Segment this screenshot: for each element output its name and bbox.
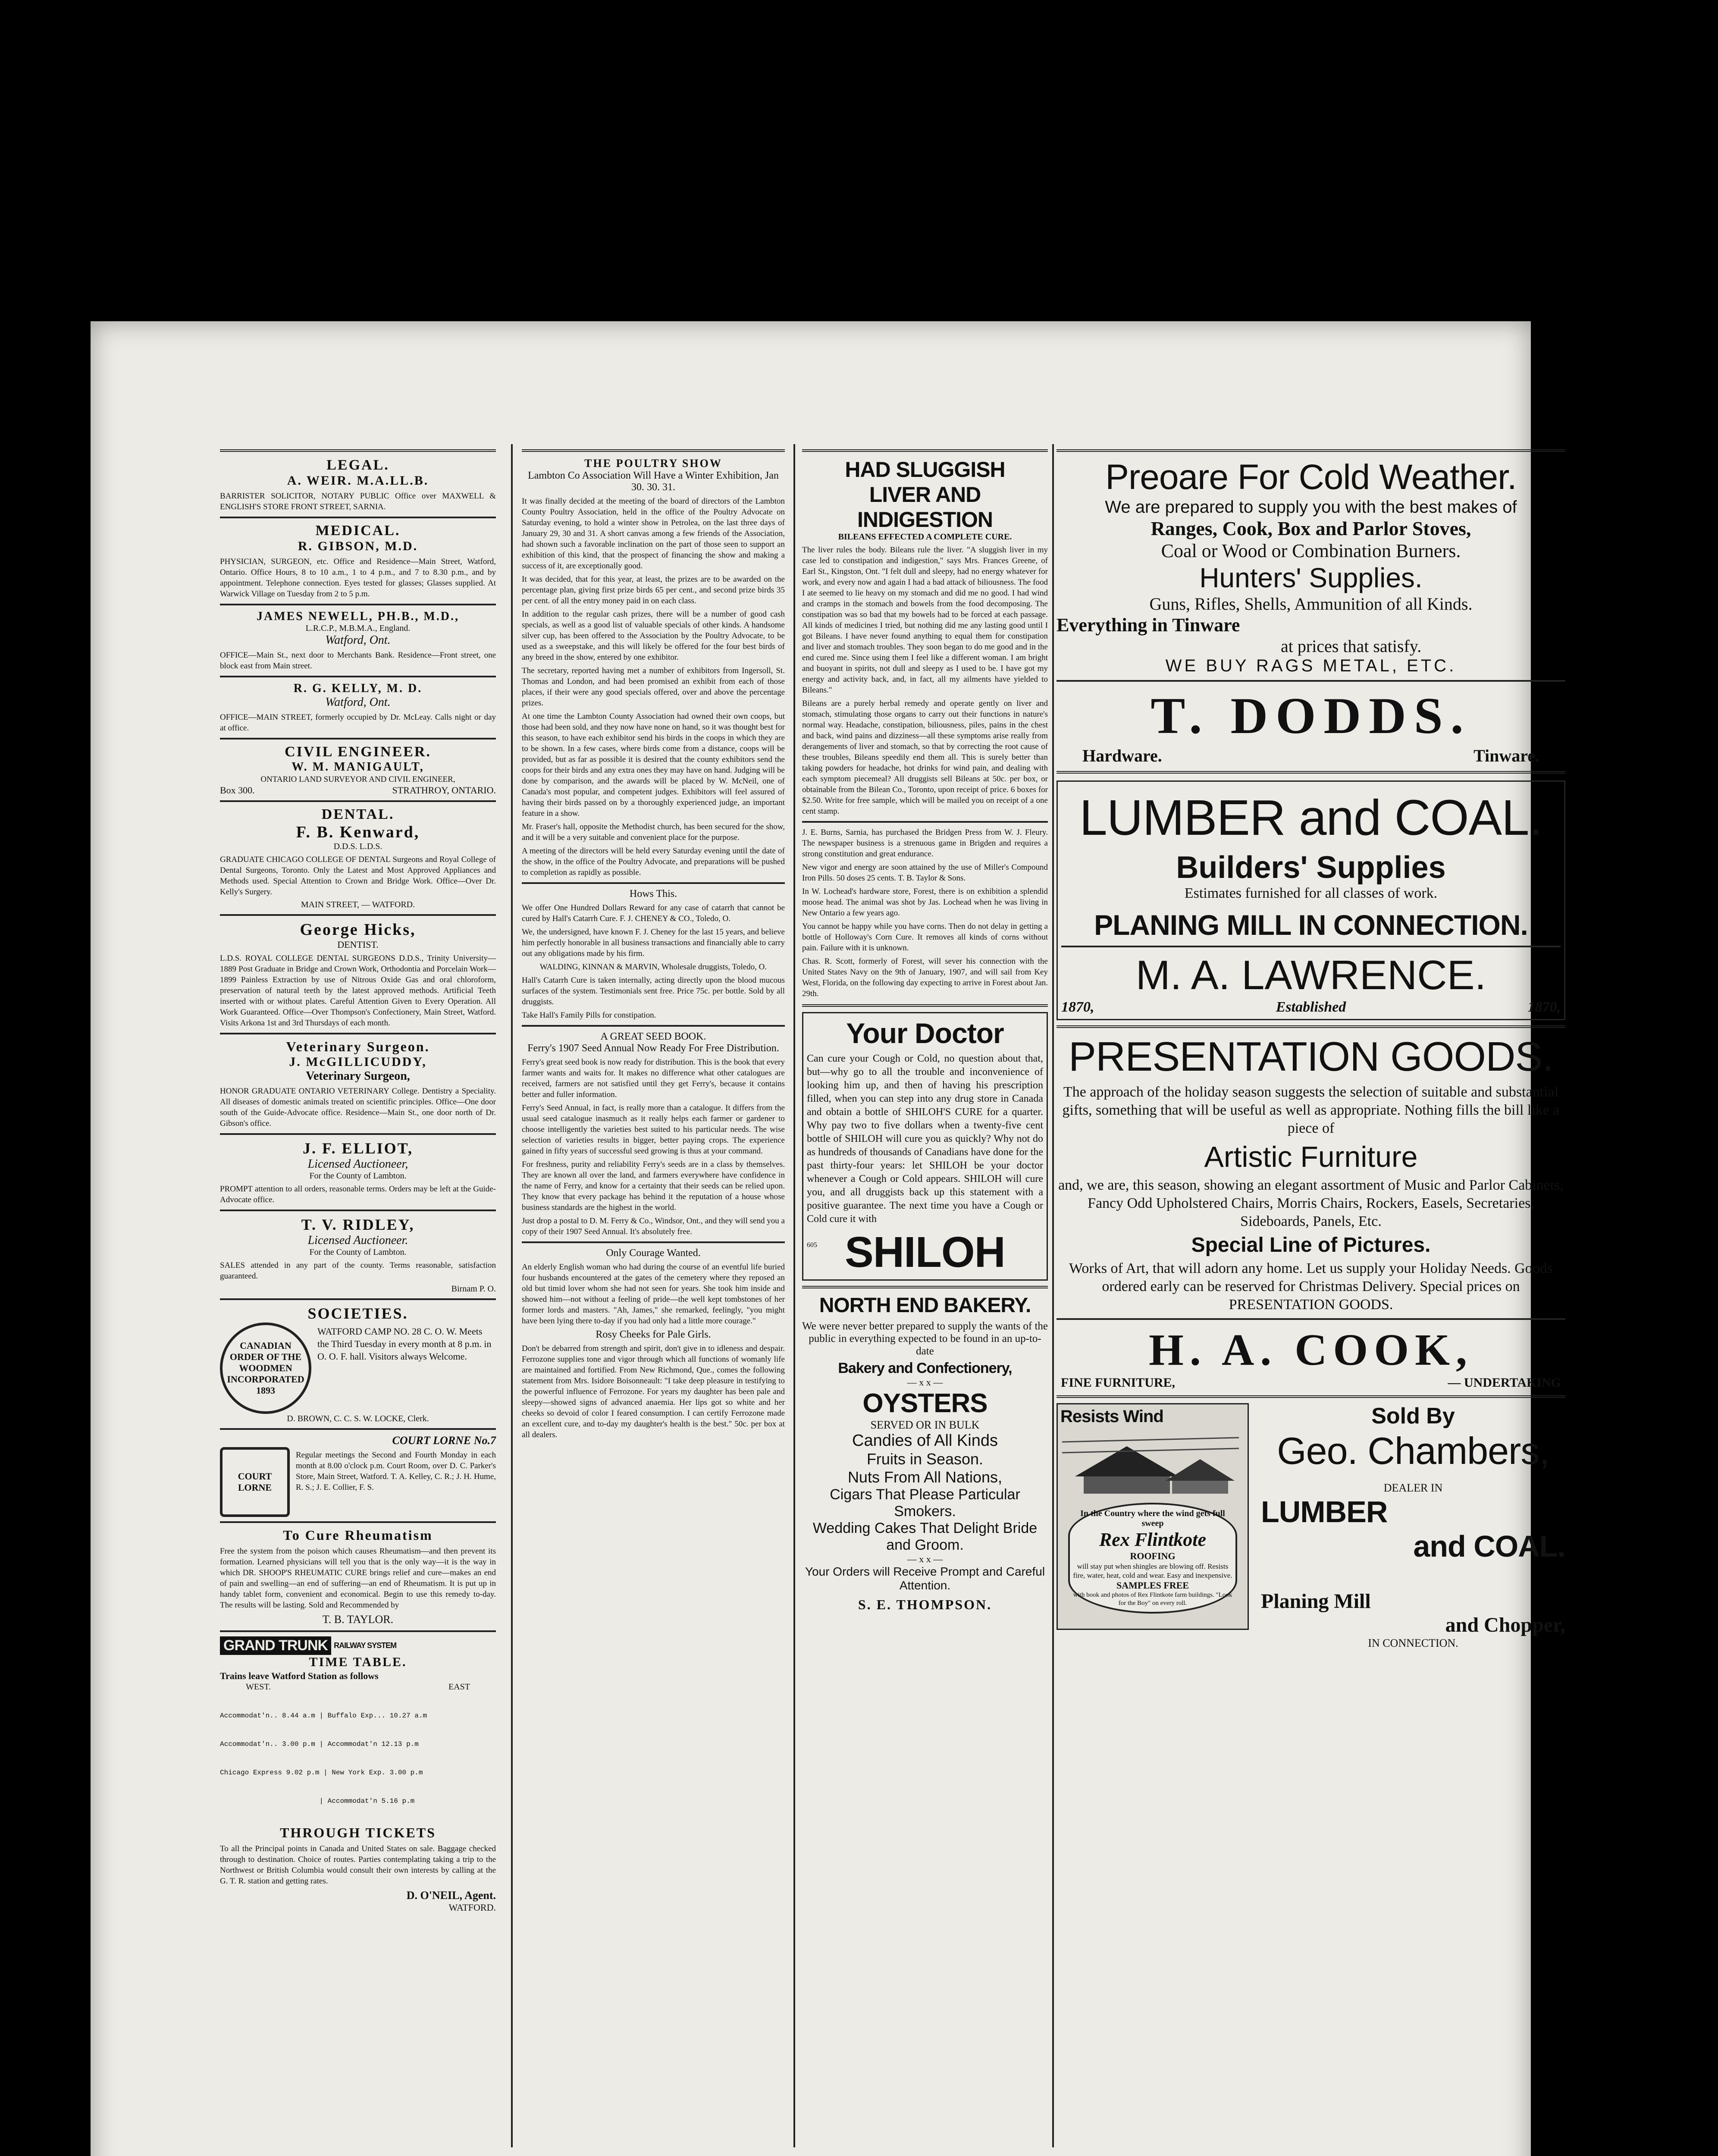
elliot-title: Licensed Auctioneer, bbox=[307, 1157, 408, 1171]
cow-body: WATFORD CAMP NO. 28 C. O. W. Meets the Third Tuesday in every month at 8 p.m. in O. O. F. hall. Visitors always Welcome. bbox=[317, 1326, 492, 1362]
liver-paragraph: Bileans are a purely herbal remedy and operate gently on liver and stomach, stimulating those organs to carry out their functions in nature's normal way. Headache, constipation, biliousness, piles, pains in the chest and back, wind pains and dizziness—all these symptoms arise really from derangements of liver and stomach, so that by correcting the root cause of these troubles, Bileans speedily end them all. This is surely better than taking powders for headache, hot drinks for wind pain, and dealing with each symptom piecemeal? All druggists sell Bileans at 50c. per box, or obtainable from the Bilean Co., Toronto, upon receipt of price. 6 boxes for $2.50. Write for free sample, which will be mailed you on receipt of a one cent stamp. bbox=[802, 699, 1048, 816]
oysters-heading: OYSTERS bbox=[862, 1388, 988, 1418]
dental-heading: DENTAL. bbox=[321, 806, 395, 822]
timetable-rows bbox=[220, 1692, 496, 1825]
medical-heading: MEDICAL. bbox=[315, 523, 401, 539]
timetable-west: WEST. bbox=[246, 1682, 271, 1692]
poultry-paragraph: It was decided, that for this year, at least, the prizes are to be awarded on the percentage plan, giving first prize birds 65 per cent., and second prize birds 35 per cent. of all the entry money paid in on each class. bbox=[522, 575, 785, 605]
bakery-line: Your Orders will Receive Prompt and Careful Attention. bbox=[805, 1565, 1045, 1592]
liver-paragraph: The liver rules the body. Bileans rule the liver. "A sluggish liver in my case led to constipation and indigestion," says Mrs. Frances Greene, of Earl St., Kingston, Ont. "I felt dull and sleepy, had no energy whatever for work, and every now and again I had a bad attack of biliousness. The food I ate seemed to lie heavy on my stomach and did me no good. I had wind and cramps in the stomach and bowels from the food decomposing. The constipation was so bad that my bowels had to be forced at each passage. All kinds of medicines I tried, but nothing did me any lasting good until I got Bileans. I have never found anything to equal them for constipation and liver and stomach troubles. They soon began to do me good and in the end cured me. Since using them I feel like a different woman. I am bright and buoyant in spirits, not dull and sleepy as I used to be. I have got my energy and activity back, and, in fact, all my ailments have yielded to Bileans." bbox=[802, 545, 1048, 695]
dodds-logo: T. DODDS. bbox=[1151, 687, 1471, 744]
planing-heading: PLANING MILL IN CONNECTION. bbox=[1094, 909, 1528, 941]
resists-wind-heading: Resists Wind bbox=[1060, 1407, 1163, 1426]
planing-mill: Planing Mill bbox=[1261, 1590, 1371, 1613]
ridley-body: SALES attended in any part of the county. Terms reasonable, satisfaction guaranteed. bbox=[220, 1261, 496, 1281]
cold-weather-heading: Preoare For Cold Weather. bbox=[1105, 458, 1517, 497]
legal-heading: LEGAL. bbox=[326, 457, 389, 473]
poultry-heading: THE POULTRY SHOW bbox=[584, 457, 722, 470]
bakery-intro: We were never better prepared to supply the wants of the public in everything expected to be found in an up-to-date bbox=[802, 1320, 1048, 1357]
cold-line: WE BUY RAGS METAL, ETC. bbox=[1165, 656, 1457, 675]
rheumatism-heading: To Cure Rheumatism bbox=[283, 1527, 433, 1543]
in-connection: IN CONNECTION. bbox=[1368, 1637, 1458, 1649]
chopper: and Chopper, bbox=[1445, 1614, 1565, 1636]
liver-heading-line: INDIGESTION bbox=[857, 508, 993, 532]
flintkote-oval bbox=[1068, 1503, 1237, 1614]
column-rule bbox=[793, 444, 795, 2147]
dealer-in: DEALER IN bbox=[1383, 1482, 1443, 1494]
kelly-body: OFFICE—MAIN STREET, formerly occupied by Dr. McLeay. Calls night or day at office. bbox=[220, 713, 496, 733]
flintkote-samples-body: with book and photos of Rex Flintkote farm buildings. "Look for the Boy" on every roll. bbox=[1073, 1592, 1232, 1607]
kelly-name: R. G. KELLY, M. D. bbox=[293, 682, 423, 695]
bakery-line: Bakery and Confectionery, bbox=[838, 1360, 1012, 1376]
manigault-town: STRATHROY, ONTARIO. bbox=[392, 785, 496, 796]
hicks-title: DENTIST. bbox=[337, 939, 379, 950]
chambers-coal: and COAL. bbox=[1413, 1529, 1565, 1563]
local-paragraph: New vigor and energy are soon attained by the use of Miller's Compound Iron Pills. 50 doses 25 cents. T. B. Taylor & Sons. bbox=[802, 863, 1048, 883]
presentation-heading: PRESENTATION GOODS. bbox=[1068, 1034, 1554, 1080]
bakery-signature: S. E. THOMPSON. bbox=[858, 1597, 992, 1612]
manigault-name: W. M. MANIGAULT, bbox=[292, 760, 424, 774]
dodds-tinware: Tinware. bbox=[1473, 746, 1539, 765]
courage-paragraph: An elderly English woman who had during the course of an eventful life buried four husbands encountered at the gates of the cemetery where they reposed an old but timid lover whom she had not seen for years. She took him inside and showed him—not without a feeling of pride—the well kept tombstones of her former lords and masters. "Ah, James," she remarked, feelingly, "you might have been lying there to-day if you had only had a little more courage." bbox=[522, 1263, 785, 1326]
kelly-town: Watford, Ont. bbox=[325, 696, 391, 709]
shiloh-logo: SHILOH bbox=[845, 1228, 1005, 1276]
cold-line: Guns, Rifles, Shells, Ammunition of all Kinds. bbox=[1149, 594, 1473, 614]
timetable-row: | Accommodat'n 5.16 p.m bbox=[220, 1797, 415, 1805]
liver-heading-line: HAD SLUGGISH bbox=[845, 458, 1005, 482]
doctor-heading: Your Doctor bbox=[846, 1017, 1004, 1049]
local-paragraph: You cannot be happy while you have corns. Then do not delay in getting a bottle of Holloway's Corn Cure. It removes all kinds of corns without pain. Failure with it is unknown. bbox=[802, 922, 1048, 953]
grand-trunk-logo: GRAND TRUNK bbox=[220, 1636, 331, 1655]
bakery-line: Wedding Cakes That Delight Bride and Groom. bbox=[812, 1520, 1038, 1553]
bakery-divider: — x x — bbox=[907, 1554, 943, 1564]
column-rule bbox=[1052, 444, 1054, 2147]
timetable-row: Accommodat'n.. 8.44 a.m | Buffalo Exp... 10.27 a.m bbox=[220, 1712, 427, 1720]
liver-subheading: BILEANS EFFECTED A COMPLETE CURE. bbox=[838, 532, 1012, 542]
newell-body: OFFICE—Main St., next door to Merchants Bank. Residence—Front street, one block east from Main street. bbox=[220, 651, 496, 671]
newell-degree: L.R.C.P., M.B.M.A., England. bbox=[305, 624, 411, 633]
cook-undertaking: — UNDERTAKING bbox=[1448, 1376, 1561, 1390]
weir-name: A. WEIR. M.A.LL.B. bbox=[287, 473, 429, 488]
elliot-county: For the County of Lambton. bbox=[309, 1171, 407, 1181]
seed-paragraph: For freshness, purity and reliability Ferry's seeds are in a class by themselves. They are known all over the land, and farmers everywhere have confidence in the name of Ferry, and know for a certainty that their seeds can be relied upon. They know that every package has behind it the reputation of a house whose business standards are the highest in the world. bbox=[522, 1160, 785, 1212]
shiloh-number: 605 bbox=[807, 1241, 817, 1249]
poultry-paragraph: At one time the Lambton County Association had owned their own coops, but those had been sold, and they now have none on hand, so it was thought best for this season, to have each exhibitor send his birds in the coops in which they are to be shown. In a few cases, where birds come from a distance, coops will be provided, but as far as possible it is desired that the county exhibitors send the coops for their birds and any extra ones they may have on hand. Judging will be done by comparison, and the awards will be placed by W. McNeil, one of Canada's most popular, and competent judges. Exhibitors will feel assured of having their birds passed on by a thoroughly experienced judge, an important feature in a show. bbox=[522, 712, 785, 818]
gibson-name: R. GIBSON, M.D. bbox=[298, 539, 418, 553]
newspaper-page bbox=[91, 321, 1565, 2156]
rosy-heading: Rosy Cheeks for Pale Girls. bbox=[596, 1329, 711, 1340]
ridley-name: T. V. RIDLEY, bbox=[301, 1216, 415, 1233]
oneil-town: WATFORD. bbox=[448, 1902, 496, 1913]
ridley-county: For the County of Lambton. bbox=[309, 1247, 407, 1257]
oneil-name: D. O'NEIL, Agent. bbox=[406, 1889, 496, 1902]
liver-heading bbox=[802, 457, 1048, 532]
est-label: Established bbox=[1276, 999, 1346, 1015]
builders-heading: Builders' Supplies bbox=[1176, 850, 1446, 885]
manigault-box: Box 300. bbox=[220, 785, 255, 796]
column-1 bbox=[220, 444, 496, 1913]
column-4 bbox=[1057, 444, 1565, 1650]
tickets-body: To all the Principal points in Canada and United States on sale. Baggage checked through to destination. Choice of routes. Parties contemplating taking a trip to the Northwest or British Columbia would consult their own interests by calling at the G. T. R. station and getting rates. bbox=[220, 1844, 496, 1886]
timetable-row: Chicago Express 9.02 p.m | New York Exp. 3.00 p.m bbox=[220, 1769, 423, 1777]
poultry-paragraph: A meeting of the directors will be held every Saturday evening until the date of the show, in the office of the Poultry Advocate, and preparations will be pushed to completion as rapidly as possible. bbox=[522, 846, 785, 877]
seed-subheading: Ferry's 1907 Seed Annual Now Ready For Free Distribution. bbox=[527, 1043, 779, 1054]
lorne-seal-logo: COURT LORNE bbox=[220, 1447, 290, 1517]
tickets-heading: THROUGH TICKETS bbox=[280, 1825, 436, 1840]
poultry-paragraph: The secretary, reported having met a number of exhibitors from Ingersoll, St. Thomas and London, and had been promised an exhibit from each of those places, if their were any good specials offered, over and above the percentage prizes. bbox=[522, 666, 785, 708]
mcg-name: J. McGILLICUDDY, bbox=[289, 1055, 427, 1069]
cow-seal-logo: CANADIAN ORDER OF THE WOODMEN INCORPORATED 1893 bbox=[220, 1322, 311, 1414]
bakery-divider: — x x — bbox=[907, 1377, 943, 1388]
cow-officers: D. BROWN, C. C. S. W. LOCKE, Clerk. bbox=[287, 1414, 429, 1423]
grand-trunk-sub: RAILWAY SYSTEM bbox=[334, 1641, 397, 1650]
kenward-body: GRADUATE CHICAGO COLLEGE OF DENTAL Surgeons and Royal College of Dental Surgeons, Toronto. Only the Latest and Most Approved Appliances and Methods used. Special Attention to Crown and Bridge Work. Office—Over Dr. Kelly's Surgery. bbox=[220, 855, 496, 896]
kenward-name: F. B. Kenward, bbox=[296, 823, 420, 841]
hicks-name: George Hicks, bbox=[300, 921, 416, 939]
hicks-body: L.D.S. ROYAL COLLEGE DENTAL SURGEONS D.D.S., Trinity University—1889 Post Graduate in Bridge and Crown Work, Orthodontia and Porcelain Work—1899 Painless Extraction by use of Nitrous Oxide Gas and oral chloroform, preservation of natural teeth by the latest approved methods. Artificial Teeth inserted with or without plates. Careful Attention Given to Every Operation. All Work Guaranteed. Office—Over Thompson's Confectionery, Main Street, Watford. Visits Arkona 1st and 3rd Thursdays of each month. bbox=[220, 954, 496, 1028]
poultry-subheading: Lambton Co Association Will Have a Winter Exhibition, Jan 30. 30. 31. bbox=[528, 470, 779, 493]
lawrence-name: M. A. LAWRENCE. bbox=[1135, 952, 1486, 998]
chambers-name: Geo. Chambers, bbox=[1277, 1429, 1549, 1472]
timetable-intro: Trains leave Watford Station as follows bbox=[220, 1670, 379, 1681]
column-3 bbox=[802, 444, 1048, 1613]
presentation-closing: Works of Art, that will adorn any home. Let us supply your Holiday Needs. Goods ordered early can be reserved for Christmas Delivery. Special prices on PRESENTATION GOODS. bbox=[1069, 1260, 1553, 1313]
presentation-body: and, we are, this season, showing an elegant assortment of Music and Parlor Cabinets, Fancy Odd Upholstered Chairs, Morris Chairs, Rockers, Easels, Secretaries, Sideboards, Panels, Etc. bbox=[1058, 1177, 1564, 1229]
presentation-intro: The approach of the holiday season suggests the selection of suitable and substantial gifts, something that will be useful as well as appropriate. Nothing fills the bill like a piece of bbox=[1062, 1084, 1560, 1136]
poultry-paragraph: It was finally decided at the meeting of the board of directors of the Lambton County Poultry Association, held in the office of the Poultry Advocate on Saturday evening, to hold a winter show in Petrolea, on the last three days of January 29, 30 and 31. A short canvas among a few friends of the Association, had shown such a favorable inclination on the part of those seen to support an exhibition of this kind, that the prospect of financing the show and making a success of it, are exceptionally good. bbox=[522, 497, 785, 570]
cold-line: at prices that satisfy. bbox=[1281, 636, 1422, 656]
hows-paragraph: Take Hall's Family Pills for constipation. bbox=[522, 1011, 656, 1020]
flintkote-country: In the Country where the wind gets full sweep bbox=[1080, 1509, 1225, 1528]
elliot-name: J. F. ELLIOT, bbox=[302, 1140, 414, 1157]
flintkote-body: will stay put when shingles are blowing off. Resists fire, water, heat, cold and wear. Easy and inexpensive. bbox=[1073, 1562, 1232, 1579]
courage-heading: Only Courage Wanted. bbox=[606, 1247, 701, 1259]
newell-name: JAMES NEWELL, PH.B., M.D., bbox=[256, 610, 460, 623]
rheumatism-signature: T. B. TAYLOR. bbox=[322, 1613, 394, 1626]
mcg-body: HONOR GRADUATE ONTARIO VETERINARY College. Dentistry a Speciality. All diseases of domestic animals treated on scientific principles. Office—One door south of the Guide-Advocate office. Residence—Main St., one door north of Dr. Gibson's office. bbox=[220, 1087, 496, 1128]
hows-signature: WALDING, KINNAN & MARVIN, Wholesale druggists, Toledo, O. bbox=[539, 962, 767, 971]
bakery-line: Candies of All Kinds bbox=[852, 1432, 998, 1450]
seed-paragraph: Ferry's Seed Annual, in fact, is really more than a catalogue. It differs from the usual seed catalogue inasmuch as it really helps each farmer or gardener to choose intelligently the varieties best suited to his particular needs. The wise selection of varieties results in bigger, better paying crops. The experience gained in fifty years of successful seed growing is thus at your command. bbox=[522, 1103, 785, 1156]
liver-heading-line: LIVER AND bbox=[869, 483, 981, 507]
cold-line: Coal or Wood or Combination Burners. bbox=[1161, 540, 1461, 561]
manigault-body: ONTARIO LAND SURVEYOR AND CIVIL ENGINEER, bbox=[260, 775, 455, 784]
flintkote-samples: SAMPLES FREE bbox=[1116, 1580, 1189, 1591]
vet-heading: Veterinary Surgeon. bbox=[286, 1039, 430, 1054]
farmhouse-illustration bbox=[1058, 1429, 1243, 1498]
hunters-heading: Hunters' Supplies. bbox=[1199, 562, 1423, 593]
lumber-coal-heading: LUMBER and COAL. bbox=[1079, 790, 1542, 846]
special-heading: Special Line of Pictures. bbox=[1191, 1234, 1431, 1257]
local-paragraph: J. E. Burns, Sarnia, has purchased the Bridgen Press from W. J. Fleury. The newspaper business is a strenuous game in Brigden and requires a strong constitution and great endurance. bbox=[802, 828, 1048, 859]
kenward-degree: D.D.S. L.D.S. bbox=[333, 842, 382, 851]
artistic-heading: Artistic Furniture bbox=[1204, 1141, 1418, 1173]
column-rule bbox=[511, 444, 513, 2147]
poultry-paragraph: In addition to the regular cash prizes, there will be a number of good cash specials, as well as a good list of valuable specials of other kinds. A handsome silver cup, has been offered to the Association by the Poultry Advocate, to be used as a sweepstake, and this will likely be offered for the four best birds of any breed in the show, entered by one exhibitor. bbox=[522, 610, 785, 662]
bakery-heading: NORTH END BAKERY. bbox=[819, 1294, 1031, 1317]
lawrence-ad bbox=[1057, 780, 1565, 1020]
est-year: 1870, bbox=[1061, 999, 1094, 1015]
cook-logo: H. A. COOK, bbox=[1148, 1325, 1473, 1375]
local-paragraph: Chas. R. Scott, formerly of Forest, will sever his connection with the United States Navy on the 9th of January, 1907, and will sail from Key West, Florida, on the following day expecting to arrive in Forest about Jan. 29th. bbox=[802, 957, 1048, 998]
lorne-heading: COURT LORNE No.7 bbox=[392, 1434, 496, 1447]
timetable-row: Accommodat'n.. 3.00 p.m | Accommodat'n 12.13 p.m bbox=[220, 1740, 419, 1748]
hows-heading: Hows This. bbox=[629, 888, 677, 899]
dodds-hardware: Hardware. bbox=[1082, 746, 1162, 765]
est-year: 1870, bbox=[1527, 999, 1561, 1015]
chambers-lumber: LUMBER bbox=[1261, 1495, 1388, 1529]
kenward-address: MAIN STREET, — WATFORD. bbox=[301, 900, 415, 909]
ridley-address: Birnam P. O. bbox=[451, 1284, 496, 1294]
bakery-line: SERVED OR IN BULK bbox=[870, 1419, 980, 1431]
flintkote-logo: Rex Flintkote bbox=[1099, 1529, 1207, 1550]
bakery-line: Nuts From All Nations, bbox=[847, 1468, 1003, 1486]
bakery-line: Fruits in Season. bbox=[866, 1450, 984, 1468]
societies-heading: SOCIETIES. bbox=[307, 1305, 408, 1322]
seed-paragraph: Just drop a postal to D. M. Ferry & Co., Windsor, Ont., and they will send you a copy of their 1907 Seed Annual. It's absolutely free. bbox=[522, 1216, 785, 1236]
weir-body: BARRISTER SOLICITOR, NOTARY PUBLIC Office over MAXWELL & ENGLISH'S STORE FRONT STREET, SARNIA. bbox=[220, 492, 496, 511]
hows-paragraph: Hall's Catarrh Cure is taken internally, acting directly upon the blood mucous surfaces of the system. Testimonials sent free. Price 75c. per bottle. Sold by all druggists. bbox=[522, 976, 785, 1006]
gibson-body: PHYSICIAN, SURGEON, etc. Office and Residence—Main Street, Watford, Ontario. Office Hours, 8 to 10 a.m., 1 to 4 p.m., and 7 to 8.30 p.m., and by appointment. Telephone connection. Eyes tested for glasses; Glasses supplied. At Warwick Village on Tuesday from 2 to 5 p.m. bbox=[220, 557, 496, 599]
timetable-east: EAST bbox=[448, 1682, 470, 1692]
flintkote-ad bbox=[1057, 1403, 1249, 1630]
doctor-body: Can cure your Cough or Cold, no question about that, but—why go to all the trouble and inconvenience of looking him up, and then of having his prescription filled, when you can step into any drug store in Canada and obtain a bottle of SHILOH'S CURE for a quarter. Why pay two to five dollars when a twenty-five cent bottle of SHILOH will cure you as quickly? Why not do as hundreds of thousands of Canadians have done for the past thirty-four years: let SHILOH be your doctor whenever a Cough or Cold appears. SHILOH will cure you, and all druggists back up this statement with a positive guarantee. The next time you have a Cough or Cold cure it with bbox=[807, 1053, 1043, 1225]
rosy-paragraph: Don't be debarred from strength and spirit, don't give in to idleness and despair. Ferrozone supplies tone and vigor through which all functions of womanly life are maintained and fortified. From New Richmond, Que., comes the following statement from Mrs. Isidore Boisonneault: "I take deep pleasure in testifying to the powerful influence of Ferrozone. For years my daughter has been pale and sleepy—showed signs of advanced anaemia. Her lips got so white and her cheeks so devoid of color I feared consumption. I can certify Ferrozone made an excellent cure, and to-day my daughter's health is the best." 50c. per box at all dealers. bbox=[522, 1344, 785, 1439]
elliot-body: PROMPT attention to all orders, reasonable terms. Orders may be left at the Guide-Advocate office. bbox=[220, 1185, 496, 1204]
civil-heading: CIVIL ENGINEER. bbox=[285, 744, 431, 760]
shiloh-ad bbox=[802, 1012, 1048, 1281]
timetable-heading: TIME TABLE. bbox=[309, 1655, 407, 1669]
seed-paragraph: Ferry's great seed book is now ready for distribution. This is the book that every farmer wants and waits for. It makes no difference what other catalogues are received, farmers are not satisfied until they get Ferry's, because it contains better and fuller information. bbox=[522, 1058, 785, 1099]
cold-line: Everything in Tinware bbox=[1057, 614, 1240, 636]
flintkote-roofing: ROOFING bbox=[1130, 1551, 1176, 1561]
lorne-body: Regular meetings the Second and Fourth Monday in each month at 8.00 o'clock p.m. Court Room, over D. C. Parker's Store, Main Street, Watford. T. A. Kelley, C. R.; J. H. Hume, R. S.; J. E. Collier, F. S. bbox=[296, 1451, 496, 1492]
ridley-title: Licensed Auctioneer. bbox=[307, 1234, 408, 1247]
mcg-title: Veterinary Surgeon, bbox=[306, 1069, 410, 1083]
cold-line: We are prepared to supply you with the best makes of bbox=[1105, 498, 1517, 517]
sold-by: Sold By bbox=[1371, 1404, 1455, 1429]
poultry-paragraph: Mr. Fraser's hall, opposite the Methodist church, has been secured for the show, and it will be a very suitable and convenient place for the purpose. bbox=[522, 822, 785, 842]
cook-furniture: FINE FURNITURE, bbox=[1061, 1376, 1176, 1390]
column-2 bbox=[522, 444, 785, 1443]
newell-town: Watford, Ont. bbox=[325, 633, 391, 647]
hows-paragraph: We offer One Hundred Dollars Reward for any case of catarrh that cannot be cured by Hall's Catarrh Cure. F. J. CHENEY & CO., Toledo, O. bbox=[522, 903, 785, 923]
estimates-line: Estimates furnished for all classes of work. bbox=[1184, 885, 1438, 901]
hows-paragraph: We, the undersigned, have known F. J. Cheney for the last 15 years, and believe him perfectly honorable in all business transactions and financially able to carry out any obligations made by his firm. bbox=[522, 928, 785, 958]
chambers-ad bbox=[1261, 1403, 1565, 1650]
cold-line: Ranges, Cook, Box and Parlor Stoves, bbox=[1151, 517, 1471, 539]
seed-heading: A GREAT SEED BOOK. bbox=[600, 1031, 706, 1042]
rheumatism-body: Free the system from the poison which causes Rheumatism—and then prevent its formation. Learned physicians will tell you that is the only way—it is the way in which DR. SHOOP'S RHEUMATIC CURE brings relief and cure—makes an end of pain and swelling—an end of suffering—an end of Rheumatism. It is put up in handy tablet form, convenient and economical. Begin to use this remedy to-day. The results will be lasting. Sold and Recommended by bbox=[220, 1547, 496, 1610]
bakery-line: Cigars That Please Particular Smokers. bbox=[830, 1486, 1020, 1520]
local-paragraph: In W. Lochead's hardware store, Forest, there is on exhibition a splendid moose head. The animal was shot by Jas. Lochead when he was living in New Ontario a few years ago. bbox=[802, 887, 1048, 918]
